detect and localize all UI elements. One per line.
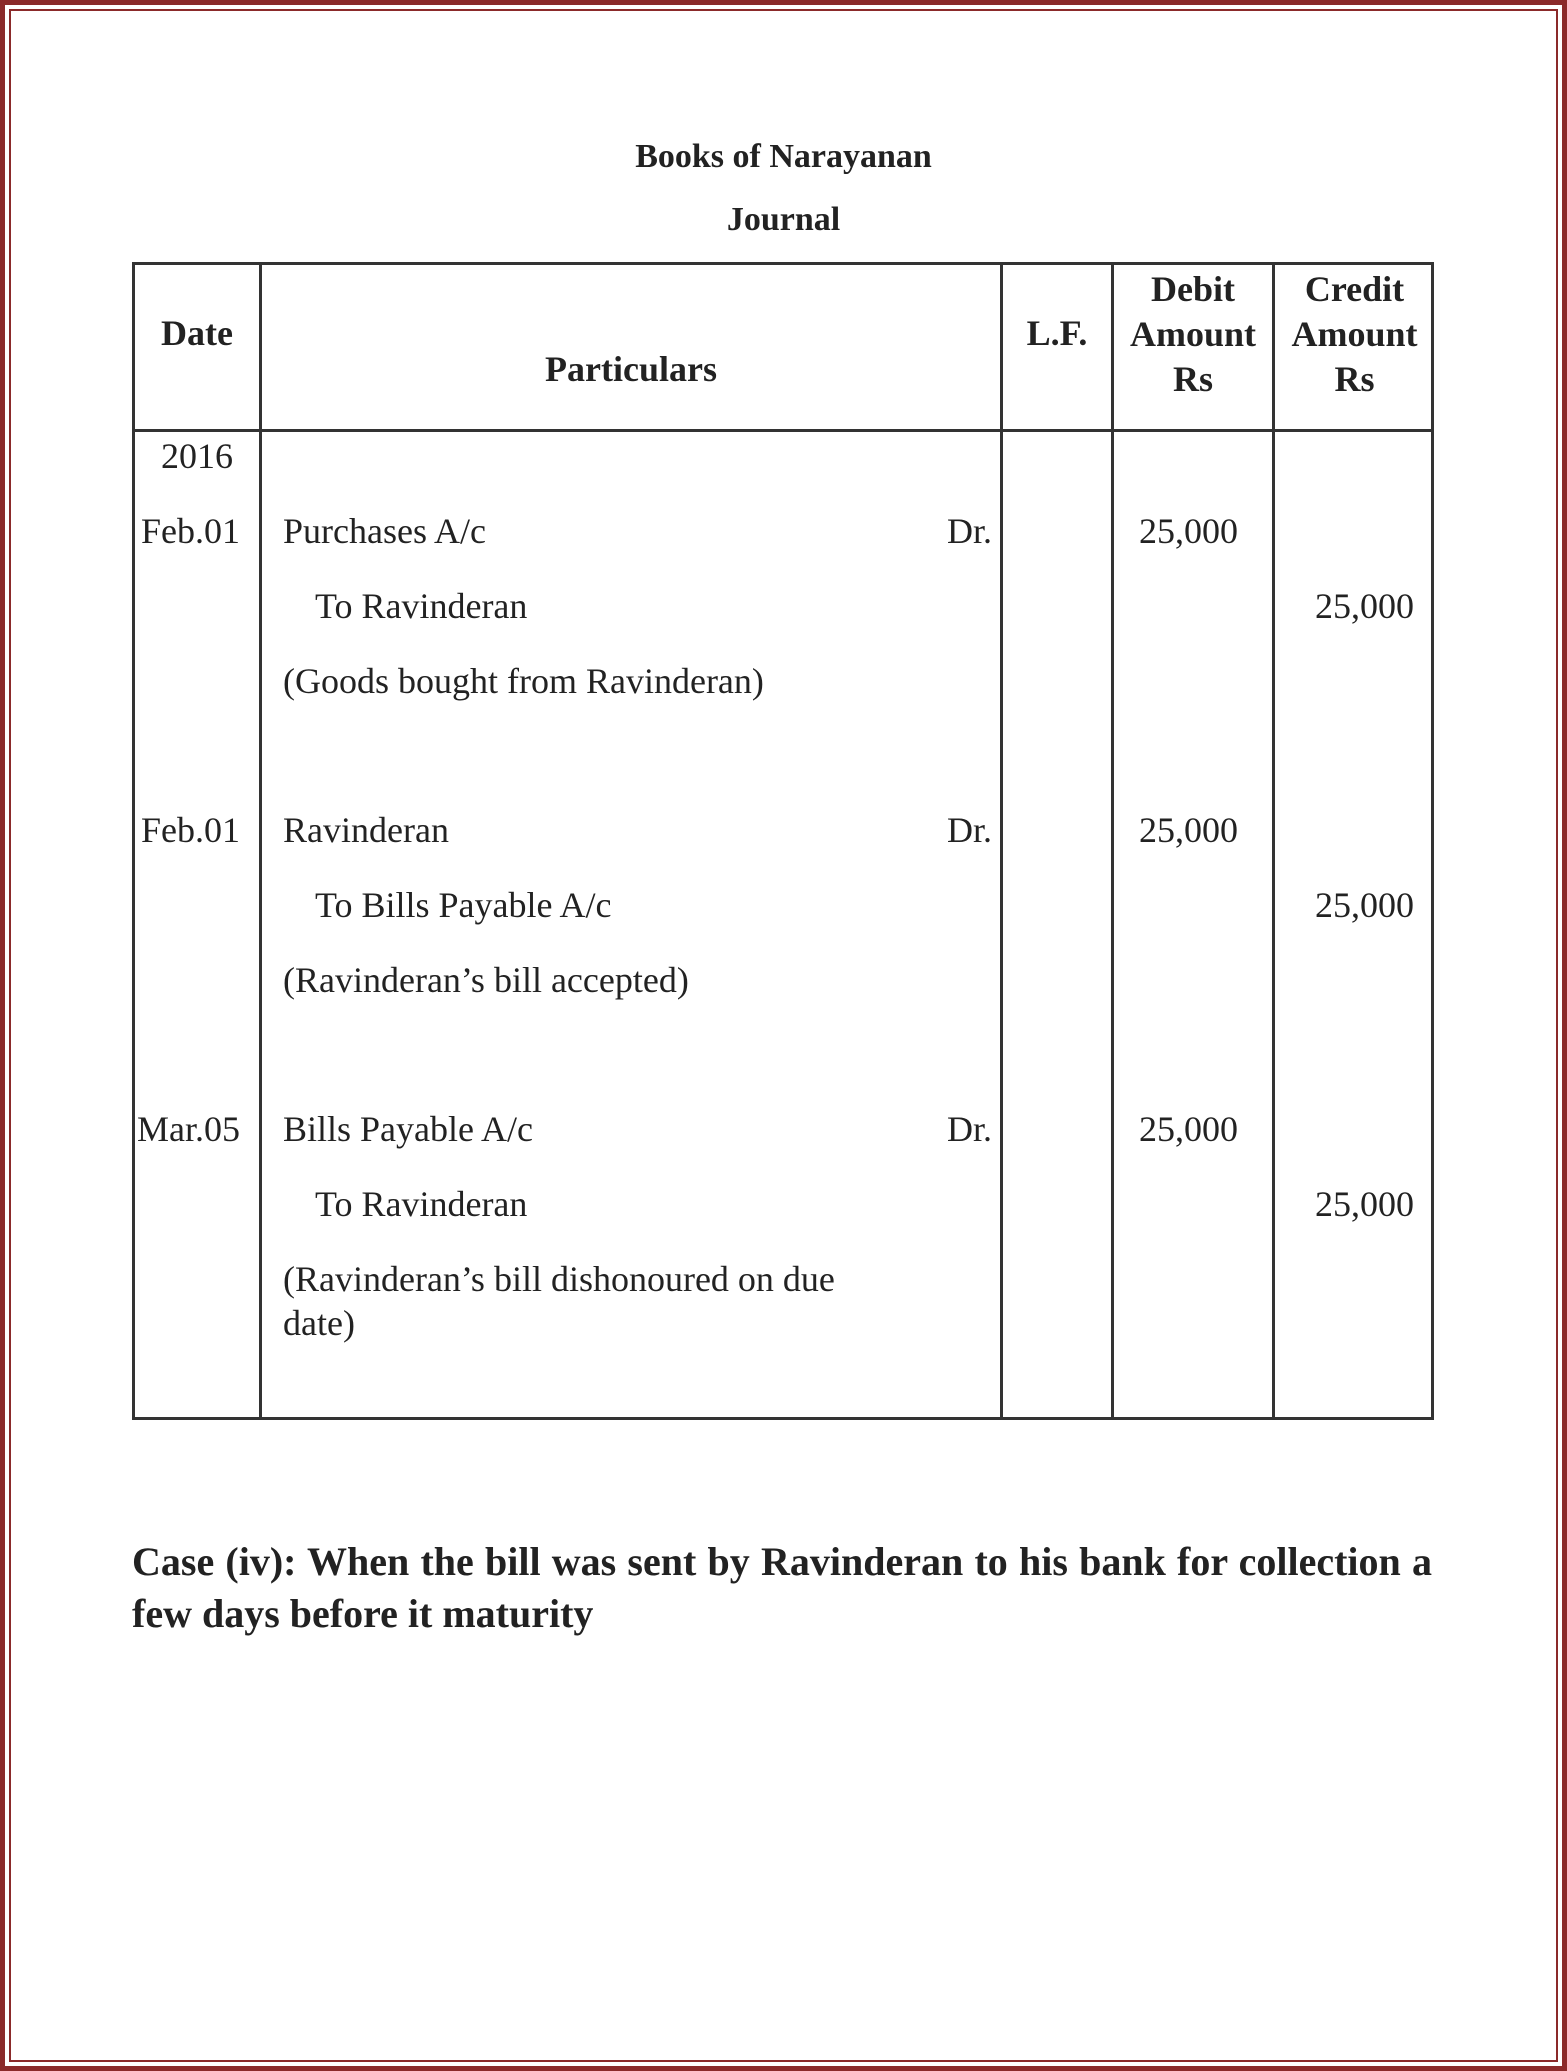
entry-1-debit-account: Purchases A/c: [283, 511, 486, 551]
column-divider-date: [259, 265, 262, 1417]
entry-3-narration: (Ravinderan’s bill dishonoured on due date): [283, 1259, 835, 1343]
header-debit-line2: Amount: [1129, 314, 1257, 354]
header-credit-line2: Amount: [1291, 314, 1418, 354]
entry-2-credit-amount: 25,000: [1315, 885, 1414, 925]
header-lf: L.F.: [1026, 313, 1088, 353]
case-iv-text: Case (iv): When the bill was sent by Ravinderan to his bank for collection a few days before it maturity: [132, 1539, 1432, 1636]
header-divider: [135, 429, 1431, 432]
entry-2-debit-account: Ravinderan: [283, 810, 449, 850]
journal-title: Journal: [726, 201, 841, 238]
entry-2-dr-marker: Dr.: [947, 810, 992, 850]
header-particulars: Particulars: [545, 349, 717, 389]
entry-2-date: Feb.01: [141, 810, 240, 850]
entry-1-date: Feb.01: [141, 511, 240, 551]
column-divider-particulars: [1000, 265, 1003, 1417]
books-title: Books of Narayanan: [635, 138, 932, 175]
entry-3-credit-account: To Ravinderan: [315, 1184, 528, 1224]
entry-3-debit-amount: 25,000: [1139, 1109, 1238, 1149]
header-credit-line1: Credit: [1304, 269, 1405, 309]
entry-1-debit-amount: 25,000: [1139, 511, 1238, 551]
entry-2-narration: (Ravinderan’s bill accepted): [283, 960, 689, 1000]
year-cell: 2016: [161, 436, 233, 476]
entry-1-dr-marker: Dr.: [947, 511, 992, 551]
header-debit-line1: Debit: [1151, 269, 1235, 309]
entry-3-dr-marker: Dr.: [947, 1109, 992, 1149]
header-date: Date: [161, 313, 233, 353]
entry-1-credit-account: To Ravinderan: [315, 586, 528, 626]
column-divider-debit: [1272, 265, 1275, 1417]
entry-3-date: Mar.05: [137, 1109, 240, 1149]
header-credit-line3: Rs: [1334, 359, 1375, 399]
header-debit-line3: Rs: [1172, 359, 1213, 399]
entry-2-credit-account: To Bills Payable A/c: [315, 885, 612, 925]
entry-1-narration: (Goods bought from Ravinderan): [283, 661, 764, 701]
entry-3-credit-amount: 25,000: [1315, 1184, 1414, 1224]
entry-3-debit-account: Bills Payable A/c: [283, 1109, 533, 1149]
entry-2-debit-amount: 25,000: [1139, 810, 1238, 850]
journal-table: [132, 262, 1434, 1420]
entry-1-credit-amount: 25,000: [1315, 586, 1414, 626]
